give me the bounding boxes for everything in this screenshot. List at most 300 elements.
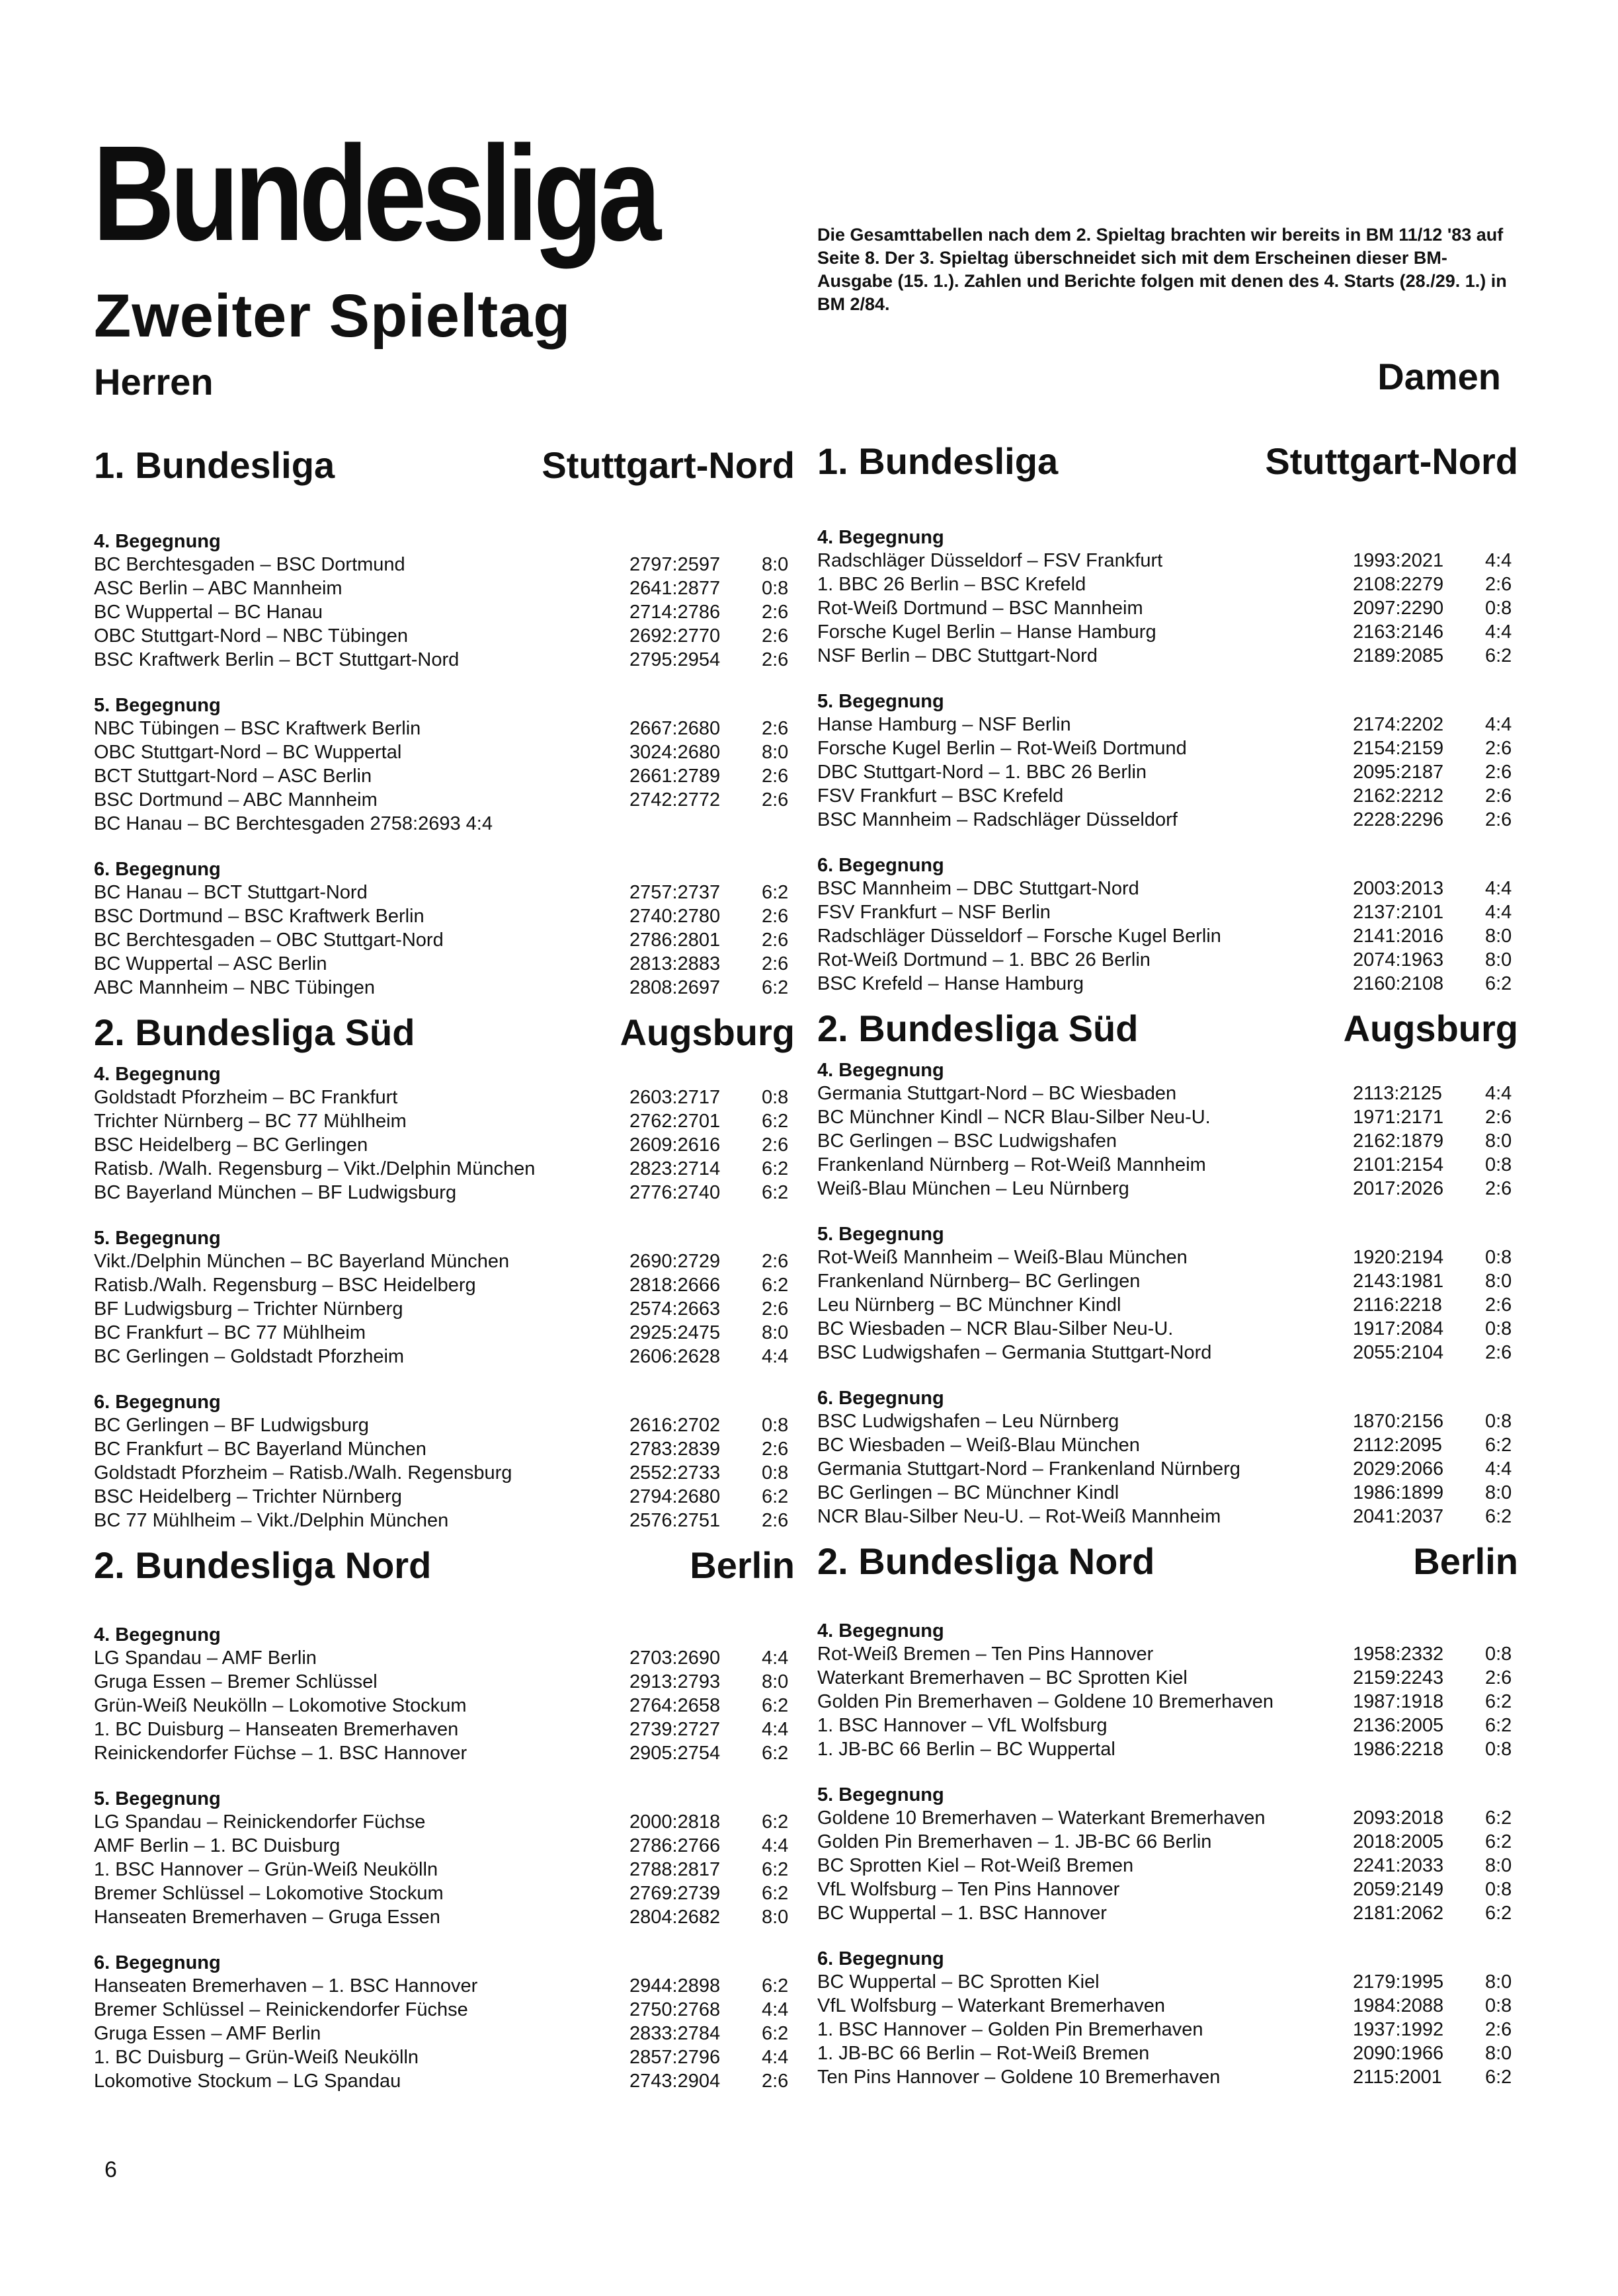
match-score: 2189:2085 [1353,645,1444,666]
page-subtitle: Zweiter Spieltag [94,282,571,350]
round-block [94,1063,795,1205]
match-row [94,1157,795,1181]
match-points: 6:2 [762,1182,789,1203]
round-block [94,1624,795,1765]
round-block [94,858,795,1000]
match-points: 4:4 [1485,1458,1512,1480]
match-pairing: BC Gerlingen – BC Münchner Kindl [817,1482,1119,1503]
match-pairing: BC Gerlingen – Goldstadt Pforzheim [94,1346,405,1367]
match-pairing: Goldstadt Pforzheim – Ratisb./Walh. Regensburg [94,1462,512,1484]
match-points: 6:2 [762,1975,789,1997]
match-row [817,877,1518,900]
match-points: 2:6 [762,953,789,974]
match-row [94,1133,795,1157]
match-pairing: Grün-Weiß Neukölln – Lokomotive Stockum [94,1695,467,1716]
round-title: 5. Begegnung [817,691,944,712]
match-pairing: 1. BSC Hannover – VfL Wolfsburg [817,1715,1108,1736]
match-points: 8:0 [1485,1482,1512,1503]
round-title: 6. Begegnung [817,855,944,876]
match-points: 2:6 [1485,1667,1512,1688]
match-points: 4:4 [1485,714,1512,735]
match-score: 2783:2839 [629,1439,721,1460]
match-points: 2:6 [1485,762,1512,783]
match-score: 2136:2005 [1353,1715,1444,1736]
match-points: 2:6 [1485,574,1512,595]
match-row [817,1177,1518,1201]
match-row [94,1509,795,1532]
match-row [94,1810,795,1834]
match-pairing: Leu Nürnberg – BC Münchner Kindl [817,1294,1121,1316]
match-pairing: BC Gerlingen – BSC Ludwigshafen [817,1130,1117,1152]
match-points: 2:6 [762,1134,789,1156]
match-points: 4:4 [1485,878,1512,899]
match-pairing: BC Gerlingen – BF Ludwigsburg [94,1415,369,1436]
round-block [817,1223,1518,1365]
match-points: 2:6 [762,2071,789,2092]
match-score: 2576:2751 [629,1510,721,1531]
match-score: 2041:2037 [1353,1506,1444,1527]
match-score: 1993:2021 [1353,550,1444,571]
match-points: 0:8 [762,1087,789,1108]
match-score: 2795:2954 [629,649,721,670]
match-points: 0:8 [1485,1995,1512,2016]
match-row [94,1413,795,1437]
match-pairing: Lokomotive Stockum – LG Spandau [94,2071,401,2092]
round-block [817,1784,1518,1925]
league-section [94,1544,795,2093]
match-points: 2:6 [1485,1294,1512,1316]
match-score: 2750:2768 [629,1999,721,2020]
match-row [817,1269,1518,1293]
match-points: 2:6 [762,649,789,670]
match-score: 2143:1981 [1353,1271,1444,1292]
match-pairing: Rot-Weiß Mannheim – Weiß-Blau München [817,1247,1188,1268]
match-row [817,1714,1518,1737]
match-score: 2097:2290 [1353,598,1444,619]
match-row [817,1129,1518,1153]
match-row [94,717,795,740]
match-score: 1987:1918 [1353,1691,1444,1712]
match-row [94,1109,795,1133]
match-points: 4:4 [762,2047,789,2068]
herren-column [94,444,795,2093]
match-points: 4:4 [1485,902,1512,923]
match-pairing: 1. JB-BC 66 Berlin – BC Wuppertal [817,1739,1115,1760]
match-row [94,881,795,904]
match-pairing: BF Ludwigsburg – Trichter Nürnberg [94,1298,403,1320]
match-points: 0:8 [1485,1739,1512,1760]
match-pairing: Ten Pins Hannover – Goldene 10 Bremerhaven [817,2067,1221,2088]
match-score: 2055:2104 [1353,1342,1444,1363]
match-score: 2162:1879 [1353,1130,1444,1152]
match-row [817,948,1518,972]
round-block [817,526,1518,668]
match-score: 2769:2739 [629,1883,721,1904]
match-score: 2113:2125 [1353,1083,1442,1104]
match-score: 2740:2780 [629,906,721,927]
match-score: 2116:2218 [1353,1294,1442,1316]
match-row [817,620,1518,644]
match-points: 4:4 [762,1647,789,1669]
match-score: 2090:1966 [1353,2043,1444,2064]
match-score: 2641:2877 [629,578,721,599]
league-section [817,440,1518,996]
round-title: 5. Begegnung [94,695,221,716]
league-title: 2. Bundesliga Süd [94,1011,415,1053]
match-pairing: ABC Mannheim – NBC Tübingen [94,977,376,998]
match-row [94,600,795,624]
match-pairing: 1. BBC 26 Berlin – BSC Krefeld [817,574,1086,595]
match-points: 6:2 [1485,1435,1512,1456]
match-row [817,644,1518,668]
league-city: Berlin [690,1544,795,1586]
match-score: 1870:2156 [1353,1411,1444,1432]
match-row [94,1974,795,1998]
match-row [817,1246,1518,1269]
match-pairing: BC Berchtesgaden – OBC Stuttgart-Nord [94,930,444,951]
league-header [94,444,795,530]
match-row [94,1461,795,1485]
match-score: 2154:2159 [1353,738,1444,759]
league-header [817,1540,1518,1620]
match-row [817,2041,1518,2065]
match-row [94,1741,795,1765]
match-points: 6:2 [1485,1506,1512,1527]
match-points: 2:6 [762,930,789,951]
match-score: 2833:2784 [629,2023,721,2044]
match-score: 2162:2212 [1353,785,1444,807]
match-row [817,1409,1518,1433]
round-block [94,1227,795,1368]
match-row [94,904,795,928]
match-pairing: BSC Ludwigshafen – Leu Nürnberg [817,1411,1119,1432]
match-row [94,1646,795,1670]
match-points: 6:2 [762,882,789,903]
match-points: 8:0 [762,1322,789,1343]
match-row [817,1737,1518,1761]
match-pairing: NSF Berlin – DBC Stuttgart-Nord [817,645,1098,666]
match-pairing: ASC Berlin – ABC Mannheim [94,578,343,599]
match-points: 2:6 [1485,2019,1512,2040]
match-row [94,788,795,812]
match-row [94,1321,795,1345]
match-pairing: BSC Kraftwerk Berlin – BCT Stuttgart-Nord [94,649,460,670]
match-score: 2108:2279 [1353,574,1444,595]
match-pairing: Goldstadt Pforzheim – BC Frankfurt [94,1087,398,1108]
match-score: 2661:2789 [629,766,721,787]
match-pairing: OBC Stuttgart-Nord – BC Wuppertal [94,742,402,763]
match-pairing: BSC Ludwigshafen – Germania Stuttgart-Nord [817,1342,1212,1363]
match-score: 2703:2690 [629,1647,721,1669]
match-points: 6:2 [1485,645,1512,666]
match-points: 2:6 [762,1510,789,1531]
match-score: 2029:2066 [1353,1458,1444,1480]
masthead-title: Bundesliga [93,118,657,269]
match-score: 2776:2740 [629,1182,721,1203]
match-points: 0:8 [1485,598,1512,619]
match-row [94,1181,795,1205]
match-row [817,1457,1518,1481]
match-score: 2757:2737 [629,882,721,903]
league-header [94,1544,795,1624]
match-row [817,1153,1518,1177]
match-points: 6:2 [762,977,789,998]
match-row [94,1670,795,1694]
match-points: 2:6 [762,766,789,787]
match-pairing: BSC Krefeld – Hanse Hamburg [817,973,1084,994]
match-row [94,1273,795,1297]
match-points: 8:0 [1485,1271,1512,1292]
match-points: 2:6 [762,602,789,623]
match-score: 2074:1963 [1353,949,1444,970]
match-points: 8:0 [1485,1130,1512,1152]
match-row [94,1905,795,1929]
match-points: 8:0 [1485,2043,1512,2064]
match-pairing: BCT Stuttgart-Nord – ASC Berlin [94,766,372,787]
league-city: Augsburg [1343,1008,1518,1049]
round-block [817,690,1518,832]
match-score: 2160:2108 [1353,973,1444,994]
round-title: 4. Begegnung [817,1620,944,1642]
match-pairing: Reinickendorfer Füchse – 1. BSC Hannover [94,1743,467,1764]
match-row [817,1878,1518,1901]
match-score: 2762:2701 [629,1111,721,1132]
match-row [94,1249,795,1273]
match-row [817,573,1518,596]
match-row [94,1485,795,1509]
match-pairing: NBC Tübingen – BSC Kraftwerk Berlin [94,718,421,739]
match-pairing: BSC Heidelberg – Trichter Nürnberg [94,1486,402,1507]
league-header [817,1008,1518,1059]
match-row [817,924,1518,948]
match-score: 2764:2658 [629,1695,721,1716]
match-points: 6:2 [762,1486,789,1507]
match-score: 2606:2628 [629,1346,721,1367]
match-points: 6:2 [1485,973,1512,994]
match-pairing: Radschläger Düsseldorf – Forsche Kugel Berlin [817,926,1221,947]
match-row [94,976,795,1000]
match-row [817,1642,1518,1666]
match-points: 6:2 [762,1883,789,1904]
match-pairing: BSC Dortmund – BSC Kraftwerk Berlin [94,906,425,927]
match-points: 2:6 [1485,1342,1512,1363]
match-pairing: BSC Mannheim – DBC Stuttgart-Nord [817,878,1139,899]
match-pairing: Gruga Essen – Bremer Schlüssel [94,1671,378,1692]
match-row [94,764,795,788]
match-score: 2000:2818 [629,1811,721,1833]
match-score: 2017:2026 [1353,1178,1444,1199]
match-points: 6:2 [762,2023,789,2044]
match-row [817,1666,1518,1690]
match-score: 2552:2733 [629,1462,721,1484]
match-score: 2813:2883 [629,953,721,974]
match-score: 2797:2597 [629,554,721,575]
match-pairing: Ratisb. /Walh. Regensburg – Vikt./Delphin München [94,1158,536,1179]
match-row [94,928,795,952]
match-pairing: Rot-Weiß Dortmund – 1. BBC 26 Berlin [817,949,1151,970]
match-row [817,2065,1518,2089]
match-score: 2603:2717 [629,1087,721,1108]
match-row [94,1998,795,2022]
league-title: 1. Bundesliga [94,444,335,486]
match-pairing: 1. BC Duisburg – Grün-Weiß Neukölln [94,2047,419,2068]
round-block [94,530,795,672]
match-score: 2112:2095 [1353,1435,1442,1456]
match-score: 1986:2218 [1353,1739,1444,1760]
match-score: 2163:2146 [1353,621,1444,643]
match-pairing: Rot-Weiß Dortmund – BSC Mannheim [817,598,1143,619]
match-score: 2913:2793 [629,1671,721,1692]
match-row [817,1690,1518,1714]
match-pairing: Trichter Nürnberg – BC 77 Mühlheim [94,1111,407,1132]
league-section [817,1540,1518,2089]
match-pairing: BC Wiesbaden – NCR Blau-Silber Neu-U. [817,1318,1174,1339]
damen-column [817,440,1518,2089]
match-pairing: FSV Frankfurt – BSC Krefeld [817,785,1064,807]
match-points: 2:6 [1485,738,1512,759]
match-pairing: BSC Heidelberg – BC Gerlingen [94,1134,368,1156]
match-score: 1984:2088 [1353,1995,1444,2016]
match-score: 2743:2904 [629,2071,721,2092]
match-points: 2:6 [1485,809,1512,830]
match-row [817,1481,1518,1505]
match-points: 8:0 [762,554,789,575]
match-points: 4:4 [1485,621,1512,643]
match-score: 2059:2149 [1353,1879,1444,1900]
match-points: 6:2 [762,1275,789,1296]
match-points: 0:8 [1485,1411,1512,1432]
match-pairing: Radschläger Düsseldorf – FSV Frankfurt [817,550,1163,571]
league-title: 2. Bundesliga Nord [94,1544,432,1586]
match-score: 2609:2616 [629,1134,721,1156]
match-score: 2788:2817 [629,1859,721,1880]
match-row [94,2069,795,2093]
round-title: 4. Begegnung [817,1060,944,1081]
match-pairing: VfL Wolfsburg – Ten Pins Hannover [817,1879,1120,1900]
match-score: 2095:2187 [1353,762,1444,783]
match-row [94,1834,795,1858]
damen-label: Damen [1377,356,1501,397]
match-pairing: BC Wuppertal – BC Sprotten Kiel [817,1971,1100,1993]
match-row [817,1293,1518,1317]
round-block [94,1391,795,1532]
match-row [94,2022,795,2045]
match-score: 2944:2898 [629,1975,721,1997]
match-score: 2905:2754 [629,1743,721,1764]
match-row [817,1970,1518,1994]
round-title: 5. Begegnung [817,1224,944,1245]
league-city: Berlin [1413,1540,1518,1582]
match-pairing: DBC Stuttgart-Nord – 1. BBC 26 Berlin [817,762,1147,783]
match-score: 2159:2243 [1353,1667,1444,1688]
match-points: 6:2 [1485,1715,1512,1736]
match-row [817,596,1518,620]
match-points: 4:4 [762,1719,789,1740]
match-pairing: Forsche Kugel Berlin – Rot-Weiß Dortmund [817,738,1187,759]
match-pairing: LG Spandau – Reinickendorfer Füchse [94,1811,426,1833]
match-pairing: Forsche Kugel Berlin – Hanse Hamburg [817,621,1156,643]
league-city: Stuttgart-Nord [1265,440,1518,482]
editorial-note: Die Gesamttabellen nach dem 2. Spieltag brachten wir bereits in BM 11/12 '83 auf Seite 8. Der 3. Spieltag überschneidet sich mit dem Erscheinen dieser BM-Ausgabe (15. 1.). Zahlen und Berichte folgen mit denen des 4. Starts (28./29. 1.) in BM 2/84. [817,225,1507,314]
match-pairing: Gruga Essen – AMF Berlin [94,2023,321,2044]
match-score: 2574:2663 [629,1298,721,1320]
match-row [817,808,1518,832]
match-pairing: BC Wuppertal – 1. BSC Hannover [817,1903,1107,1924]
match-score: 3024:2680 [629,742,721,763]
match-score: 2241:2033 [1353,1855,1444,1876]
match-pairing: Frankenland Nürnberg– BC Gerlingen [817,1271,1141,1292]
match-score: 2742:2772 [629,789,721,811]
league-title: 1. Bundesliga [817,440,1059,482]
match-pairing: Vikt./Delphin München – BC Bayerland München [94,1251,510,1272]
match-row [94,2045,795,2069]
match-points: 2:6 [1485,1178,1512,1199]
match-score: 2093:2018 [1353,1807,1444,1829]
league-header [817,440,1518,526]
match-points: 2:6 [762,1439,789,1460]
match-points: 0:8 [762,1462,789,1484]
round-title: 5. Begegnung [817,1784,944,1805]
match-points: 4:4 [1485,550,1512,571]
match-points: 6:2 [1485,1807,1512,1829]
match-pairing: NCR Blau-Silber Neu-U. – Rot-Weiß Mannheim [817,1506,1221,1527]
league-header [94,1011,795,1063]
league-title: 2. Bundesliga Süd [817,1008,1139,1049]
league-title: 2. Bundesliga Nord [817,1540,1155,1582]
match-pairing: BC Hanau – BC Berchtesgaden 2758:2693 4:4 [94,813,493,834]
round-block [817,1059,1518,1201]
match-row [94,952,795,976]
match-pairing: BC Hanau – BCT Stuttgart-Nord [94,882,368,903]
match-pairing: BC Sprotten Kiel – Rot-Weiß Bremen [817,1855,1134,1876]
match-score: 2667:2680 [629,718,721,739]
match-row [817,713,1518,736]
round-title: 5. Begegnung [94,1228,221,1249]
match-pairing: 1. BC Duisburg – Hanseaten Bremerhaven [94,1719,459,1740]
match-pairing: Bremer Schlüssel – Reinickendorfer Füchse [94,1999,468,2020]
match-pairing: FSV Frankfurt – NSF Berlin [817,902,1051,923]
match-points: 4:4 [762,1835,789,1856]
match-points: 6:2 [1485,1903,1512,1924]
match-points: 0:8 [1485,1247,1512,1268]
match-score: 2692:2770 [629,625,721,647]
match-row [817,1341,1518,1365]
match-points: 2:6 [762,625,789,647]
match-row [817,1994,1518,2018]
match-score: 1958:2332 [1353,1643,1444,1665]
match-row [817,2018,1518,2041]
match-points: 2:6 [762,718,789,739]
match-pairing: Hanse Hamburg – NSF Berlin [817,714,1071,735]
round-block [817,1387,1518,1528]
match-row [817,1854,1518,1878]
match-row [817,1830,1518,1854]
match-row [817,972,1518,996]
match-points: 2:6 [762,1251,789,1272]
match-row [94,1297,795,1321]
match-points: 6:2 [1485,1691,1512,1712]
match-row [94,1345,795,1368]
match-row [94,648,795,672]
match-pairing: 1. JB-BC 66 Berlin – Rot-Weiß Bremen [817,2043,1150,2064]
match-points: 8:0 [1485,949,1512,970]
match-score: 2018:2005 [1353,1831,1444,1852]
match-row [817,1806,1518,1830]
match-row [94,1086,795,1109]
match-points: 4:4 [1485,1083,1512,1104]
match-score: 2690:2729 [629,1251,721,1272]
match-score: 2174:2202 [1353,714,1444,735]
